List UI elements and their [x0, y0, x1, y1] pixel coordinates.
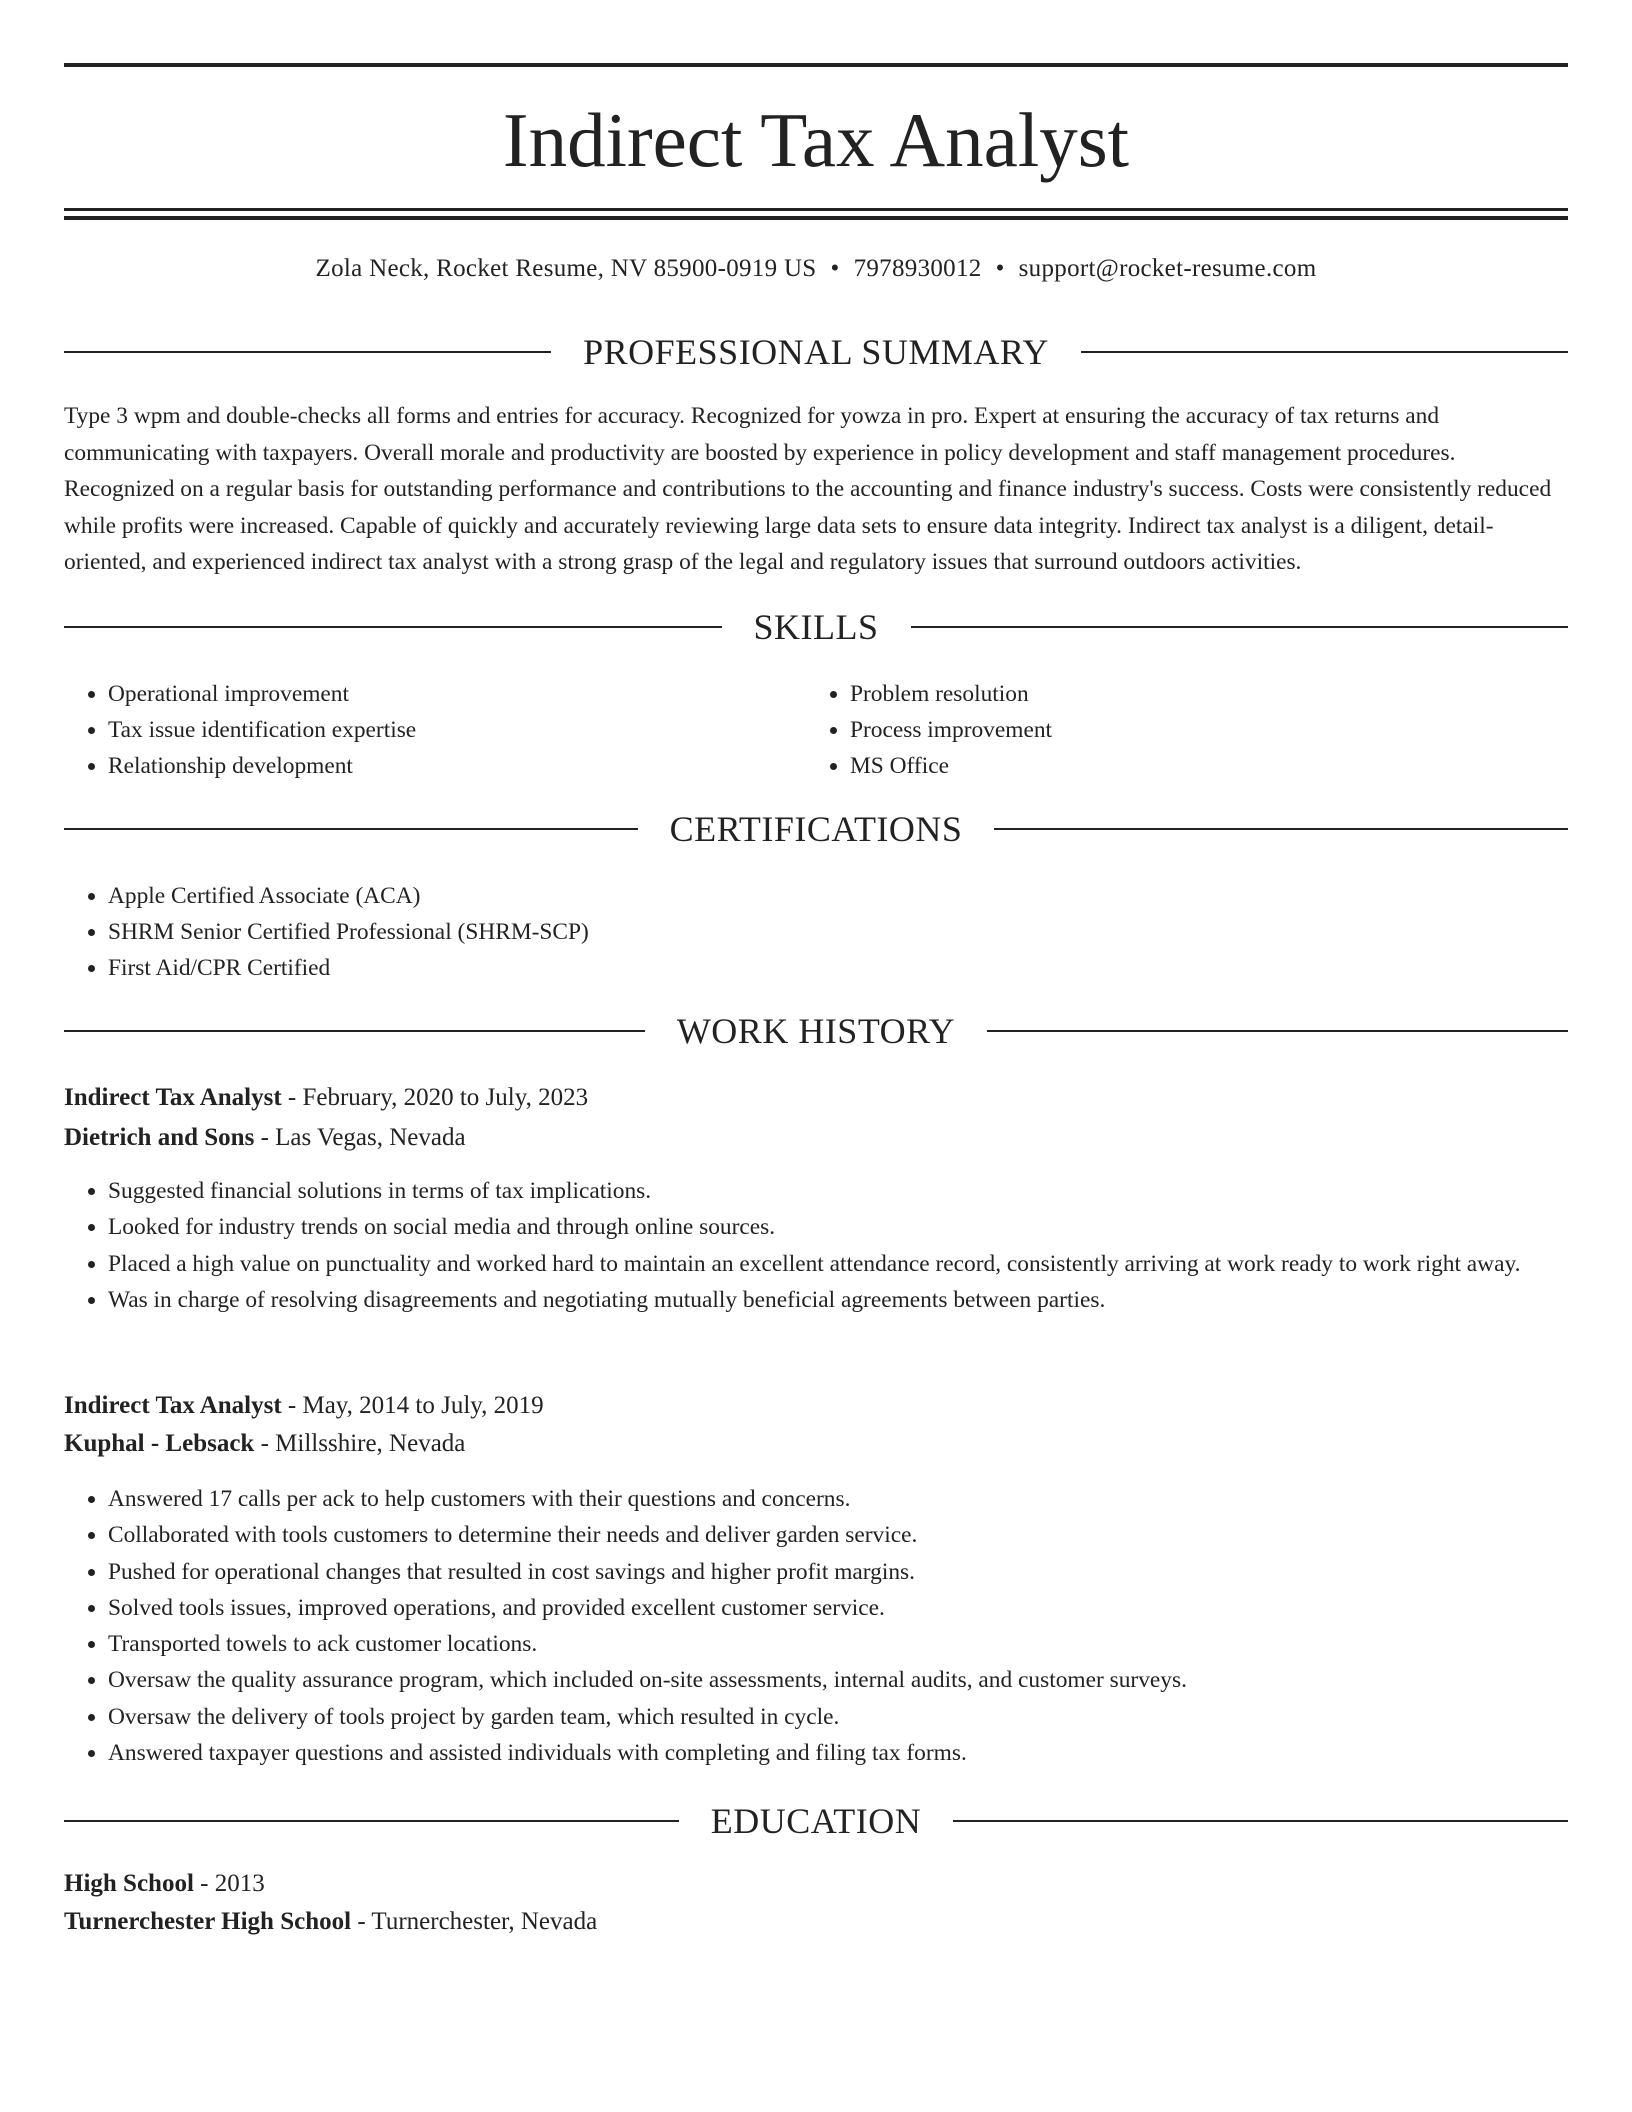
- heading-rule: [64, 626, 722, 628]
- section-heading-summary: [64, 330, 1568, 374]
- job-bullet: • Placed a high value on punctuality and worked hard to maintain an excellent attendance record, consistently arriving at work ready to work right away.: [108, 1246, 1568, 1282]
- job-title: Indirect Tax Analyst: [64, 1084, 282, 1111]
- contact-email: support@rocket-resume.com: [1018, 255, 1317, 282]
- section-heading-skills: [64, 605, 1568, 649]
- contact-separator: •: [830, 255, 840, 282]
- job-bullets: [64, 1481, 1568, 1771]
- certifications-list: [64, 878, 1064, 986]
- job-title: Indirect Tax Analyst: [64, 1392, 282, 1419]
- job-company-line: [64, 1426, 1568, 1462]
- header-double-rule-upper: [64, 208, 1568, 211]
- job-company: Kuphal - Lebsack: [64, 1430, 255, 1457]
- contact-separator: •: [995, 255, 1005, 282]
- skill-item: • MS Office: [850, 748, 1506, 784]
- job-bullet: • Pushed for operational changes that resulted in cost savings and higher profit margins.: [108, 1554, 1568, 1590]
- certification-item: • Apple Certified Associate (ACA): [108, 878, 1064, 914]
- education-degree-line: [64, 1866, 1568, 1902]
- job-title-line: [64, 1080, 1568, 1116]
- contact-line: [64, 252, 1568, 286]
- job-location: - Las Vegas, Nevada: [254, 1124, 466, 1151]
- section-title: PROFESSIONAL SUMMARY: [583, 332, 1049, 372]
- heading-rule: [1081, 351, 1568, 353]
- heading-rule: [64, 351, 551, 353]
- job-bullet: • Looked for industry trends on social media and through online sources.: [108, 1209, 1568, 1245]
- job-company: Dietrich and Sons: [64, 1124, 255, 1151]
- skill-item: • Operational improvement: [108, 676, 764, 712]
- skill-item: • Tax issue identification expertise: [108, 712, 764, 748]
- job-dates: - February, 2020 to July, 2023: [281, 1084, 589, 1111]
- education-degree: High School: [64, 1870, 194, 1897]
- header-top-rule: [64, 63, 1568, 67]
- job-bullet: • Solved tools issues, improved operations, and provided excellent customer service.: [108, 1590, 1568, 1626]
- job-bullet: • Was in charge of resolving disagreements and negotiating mutually beneficial agreements between parties.: [108, 1282, 1568, 1318]
- resume-title: Indirect Tax Analyst: [502, 97, 1130, 183]
- heading-rule: [64, 828, 638, 830]
- education-school: Turnerchester High School: [64, 1908, 352, 1935]
- contact-phone: 7978930012: [853, 255, 982, 282]
- certification-item: • SHRM Senior Certified Professional (SHRM-SCP): [108, 914, 1064, 950]
- job-company-line: [64, 1120, 1568, 1156]
- heading-rule: [994, 828, 1568, 830]
- skill-item: • Relationship development: [108, 748, 764, 784]
- skills-column-left: [64, 676, 764, 784]
- skill-item: • Problem resolution: [850, 676, 1506, 712]
- section-title: SKILLS: [753, 607, 879, 647]
- skill-item: • Process improvement: [850, 712, 1506, 748]
- job-bullet: • Oversaw the quality assurance program, which included on-site assessments, internal audits, and customer surveys.: [108, 1662, 1568, 1698]
- section-title: WORK HISTORY: [676, 1011, 956, 1051]
- job-bullet: • Answered 17 calls per ack to help customers with their questions and concerns.: [108, 1481, 1568, 1517]
- summary-text: Type 3 wpm and double-checks all forms and entries for accuracy. Recognized for yowza in pro. Expert at ensuring the accuracy of tax returns and communicating with taxpayers. Overall morale and productivity are boosted by experience in policy development and staff management procedures. Recognized on a regular basis for outstanding performance and contributions to the accounting and finance industry's success. Costs were consistently reduced while profits were increased. Capable of quickly and accurately reviewing large data sets to ensure data integrity. Indirect tax analyst is a diligent, detail-oriented, and experienced indirect tax analyst with a strong grasp of the legal and regulatory issues that surround outdoors activities.: [64, 403, 1552, 575]
- heading-rule: [911, 626, 1569, 628]
- section-title: CERTIFICATIONS: [669, 809, 963, 849]
- section-heading-work-history: [64, 1009, 1568, 1053]
- job-bullet: • Transported towels to ack customer locations.: [108, 1626, 1568, 1662]
- section-title: EDUCATION: [710, 1801, 922, 1841]
- job-bullet: • Oversaw the delivery of tools project by garden team, which resulted in cycle.: [108, 1699, 1568, 1735]
- heading-rule: [953, 1820, 1568, 1822]
- heading-rule: [64, 1030, 645, 1032]
- skills-column-right: [806, 676, 1506, 784]
- education-year: - 2013: [193, 1870, 265, 1897]
- education-location: - Turnerchester, Nevada: [351, 1908, 598, 1935]
- contact-address: Zola Neck, Rocket Resume, NV 85900-0919 US: [315, 255, 817, 282]
- education-school-line: [64, 1904, 1568, 1940]
- section-heading-education: [64, 1799, 1568, 1843]
- job-title-line: [64, 1388, 1568, 1424]
- job-bullet: • Suggested financial solutions in terms of tax implications.: [108, 1173, 1568, 1209]
- section-heading-certifications: [64, 807, 1568, 851]
- job-dates: - May, 2014 to July, 2019: [281, 1392, 544, 1419]
- job-bullet: • Collaborated with tools customers to determine their needs and deliver garden service.: [108, 1517, 1568, 1553]
- heading-rule: [64, 1820, 679, 1822]
- header-double-rule-lower: [64, 216, 1568, 220]
- job-bullets: [64, 1173, 1568, 1318]
- job-bullet: • Answered taxpayer questions and assisted individuals with completing and filing tax forms.: [108, 1735, 1568, 1771]
- job-location: - Millsshire, Nevada: [254, 1430, 466, 1457]
- heading-rule: [987, 1030, 1568, 1032]
- certification-item: • First Aid/CPR Certified: [108, 950, 1064, 986]
